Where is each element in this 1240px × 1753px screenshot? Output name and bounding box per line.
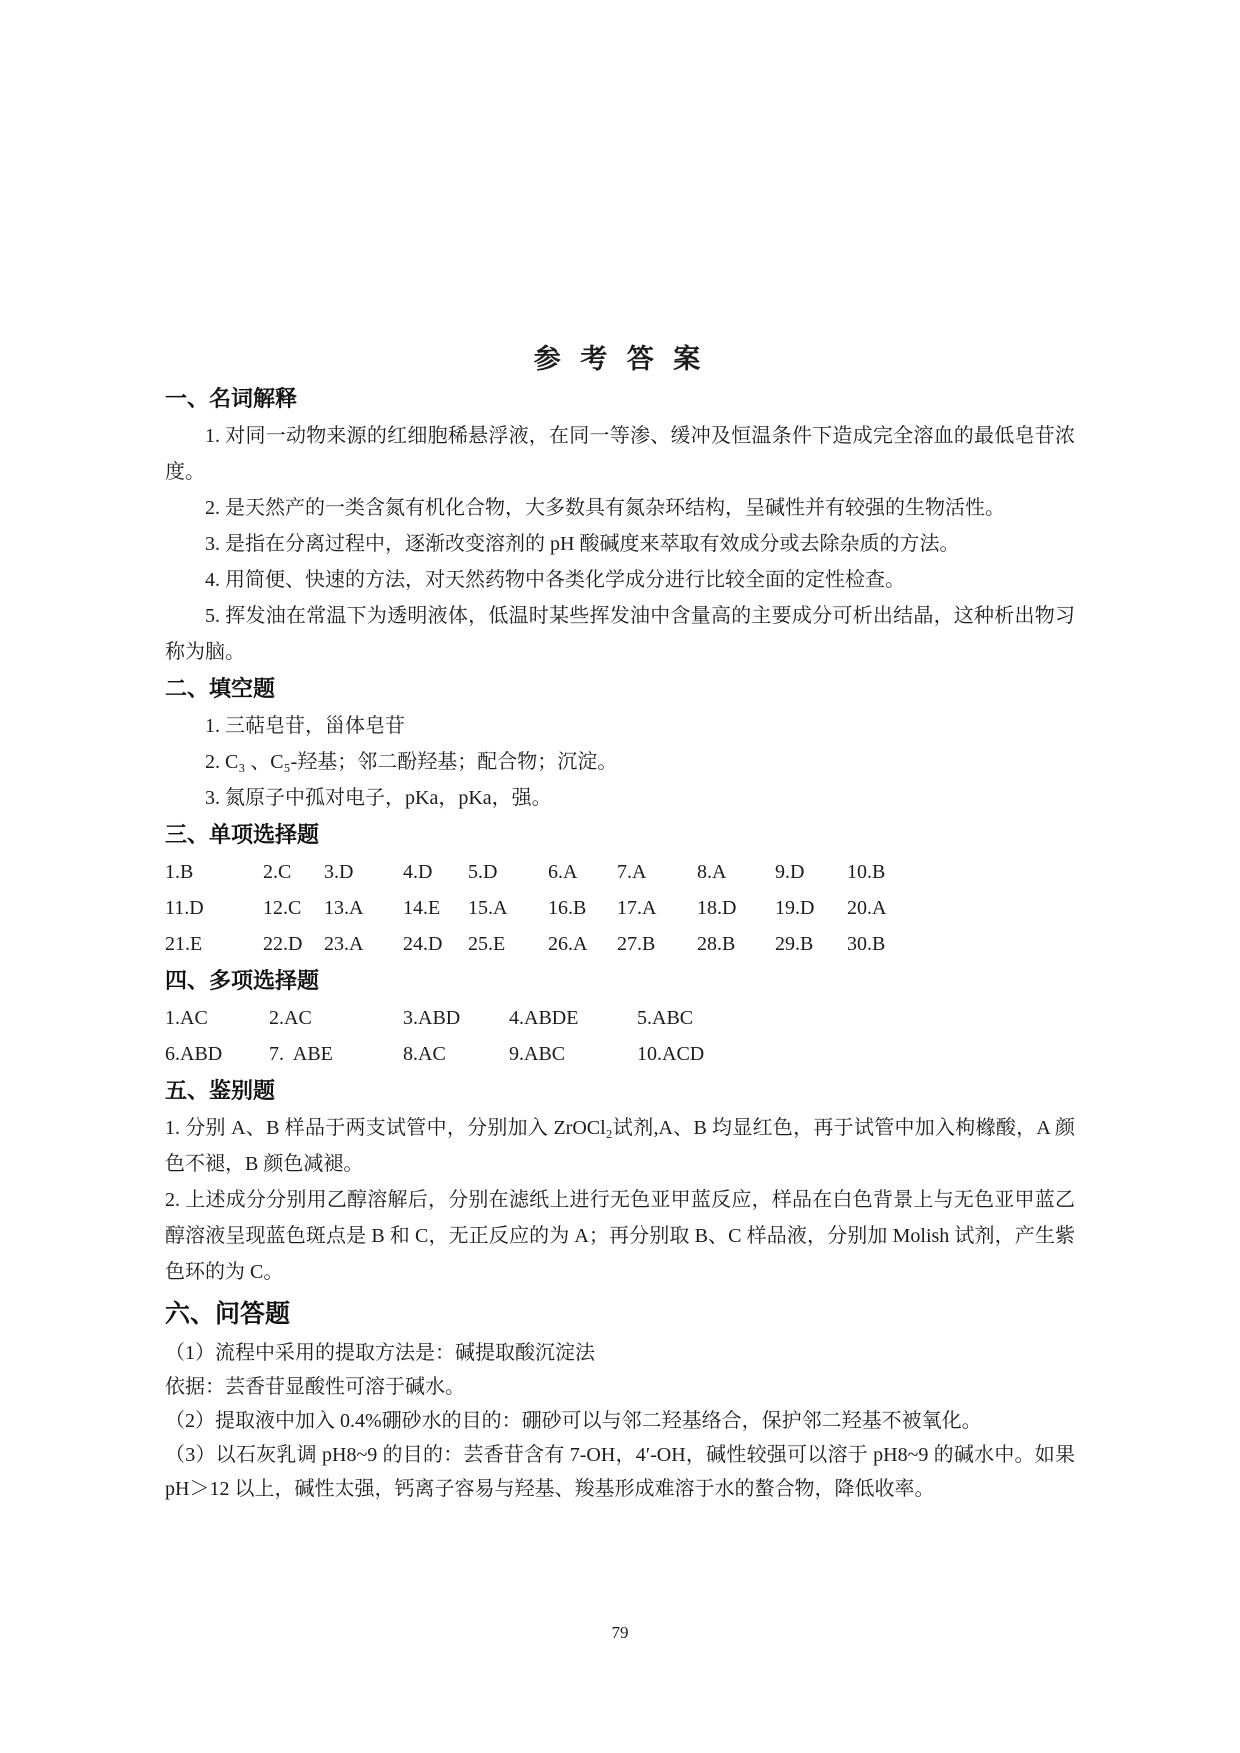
section-heading-single-choice: 三、单项选择题 [165, 822, 320, 847]
answer-item: 17.A [617, 897, 657, 919]
qa-answer-basis: 依据：芸香苷显酸性可溶于碱水。 [165, 1376, 465, 1398]
answer-item: 26.A [548, 933, 588, 955]
section-heading-qa: 六、问答题 [165, 1300, 291, 1328]
answer-item: 4.ABDE [509, 1007, 579, 1029]
answer-item: 2.C [263, 861, 292, 883]
term-definition-2: 2. 是天然产的一类含氮有机化合物，大多数具有氮杂环结构，呈碱性并有较强的生物活性。 [205, 497, 1005, 519]
fill-blank-answer-2: 2. C₃ 、C₅-羟基；邻二酚羟基；配合物；沉淀。 [205, 751, 618, 773]
answer-item: 9.ABC [509, 1043, 566, 1065]
answer-item: 4.D [403, 861, 433, 883]
answer-item: 7. ABE [269, 1043, 333, 1065]
answer-item: 19.D [775, 897, 815, 919]
multi-choice-answer-row-2 [165, 1036, 1075, 1072]
qa-answer-1: （1）流程中采用的提取方法是：碱提取酸沉淀法 [165, 1342, 595, 1364]
answer-item: 29.B [775, 933, 814, 955]
answer-item: 5.D [468, 861, 498, 883]
fill-blank-answer-1: 1. 三萜皂苷，甾体皂苷 [205, 715, 405, 737]
page-number: 79 [611, 1623, 629, 1642]
answer-item: 1.AC [165, 1007, 208, 1029]
answer-item: 3.ABD [403, 1007, 461, 1029]
answer-item: 10.B [847, 861, 886, 883]
answer-item: 20.A [847, 897, 887, 919]
answer-item: 30.B [847, 933, 886, 955]
answer-item: 8.A [697, 861, 727, 883]
answer-item: 8.AC [403, 1043, 446, 1065]
term-definition-1: 1. 对同一动物来源的红细胞稀悬浮液，在同一等渗、缓冲及恒温条件下造成完全溶血的最低皂苷浓度。 [165, 425, 1075, 483]
multi-choice-answer-row-1 [165, 1000, 1075, 1036]
answer-item: 5.ABC [637, 1007, 694, 1029]
answer-item: 6.ABD [165, 1043, 223, 1065]
answer-item: 28.B [697, 933, 736, 955]
answer-item: 2.AC [269, 1007, 312, 1029]
answer-item: 23.A [324, 933, 364, 955]
answer-item: 11.D [165, 897, 204, 919]
term-definition-4: 4. 用简便、快速的方法，对天然药物中各类化学成分进行比较全面的定性检查。 [205, 569, 905, 591]
answer-item: 22.D [263, 933, 303, 955]
section-heading-terms: 一、名词解释 [165, 386, 298, 411]
answer-item: 13.A [324, 897, 364, 919]
page-title: 参 考 答 案 [533, 344, 707, 374]
answer-item: 25.E [468, 933, 506, 955]
term-definition-3: 3. 是指在分离过程中，逐渐改变溶剂的 pH 酸碱度来萃取有效成分或去除杂质的方法。 [205, 533, 960, 555]
answer-item: 10.ACD [637, 1043, 705, 1065]
answer-item: 15.A [468, 897, 508, 919]
answer-item: 12.C [263, 897, 302, 919]
qa-answer-2: （2）提取液中加入 0.4%硼砂水的目的：硼砂可以与邻二羟基络合，保护邻二羟基不被氧化。 [165, 1410, 982, 1432]
section-heading-identify: 五、鉴别题 [165, 1078, 276, 1103]
single-choice-answer-row-3 [165, 926, 1075, 962]
answer-item: 24.D [403, 933, 443, 955]
section-heading-multi-choice: 四、多项选择题 [165, 968, 320, 993]
answer-item: 14.E [403, 897, 441, 919]
answer-item: 9.D [775, 861, 805, 883]
answer-item: 18.D [697, 897, 737, 919]
section-heading-fill-blank: 二、填空题 [165, 676, 276, 701]
answer-item: 6.A [548, 861, 578, 883]
qa-answer-3: （3）以石灰乳调 pH8~9 的目的：芸香苷含有 7-OH，4′-OH，碱性较强可以溶于 pH8~9 的碱水中。如果 pH＞12 以上，碱性太强，钙离子容易与羟基、羧基形成难溶于水的螯合物，降低收率。 [165, 1444, 1075, 1500]
answer-item: 1.B [165, 861, 194, 883]
answer-item: 16.B [548, 897, 587, 919]
single-choice-answer-row-2 [165, 890, 1075, 926]
identify-answer-2: 2. 上述成分分别用乙醇溶解后，分别在滤纸上进行无色亚甲蓝反应，样品在白色背景上与无色亚甲蓝乙醇溶液呈现蓝色斑点是 B 和 C，无正反应的为 A；再分别取 B、C 样品液，分别加 Molish 试剂，产生紫色环的为 C。 [165, 1189, 1075, 1283]
fill-blank-answer-3: 3. 氮原子中孤对电子，pKa，pKa，强。 [205, 787, 552, 809]
answer-item: 7.A [617, 861, 647, 883]
answer-item: 3.D [324, 861, 354, 883]
single-choice-answer-row-1 [165, 854, 1075, 890]
identify-answer-1: 1. 分别 A、B 样品于两支试管中，分别加入 ZrOCl₂试剂,A、B 均显红色，再于试管中加入枸橼酸，A 颜色不褪，B 颜色减褪。 [165, 1117, 1075, 1175]
answer-item: 21.E [165, 933, 203, 955]
term-definition-5: 5. 挥发油在常温下为透明液体，低温时某些挥发油中含量高的主要成分可析出结晶，这种析出物习称为脑。 [165, 605, 1075, 663]
answer-item: 27.B [617, 933, 656, 955]
